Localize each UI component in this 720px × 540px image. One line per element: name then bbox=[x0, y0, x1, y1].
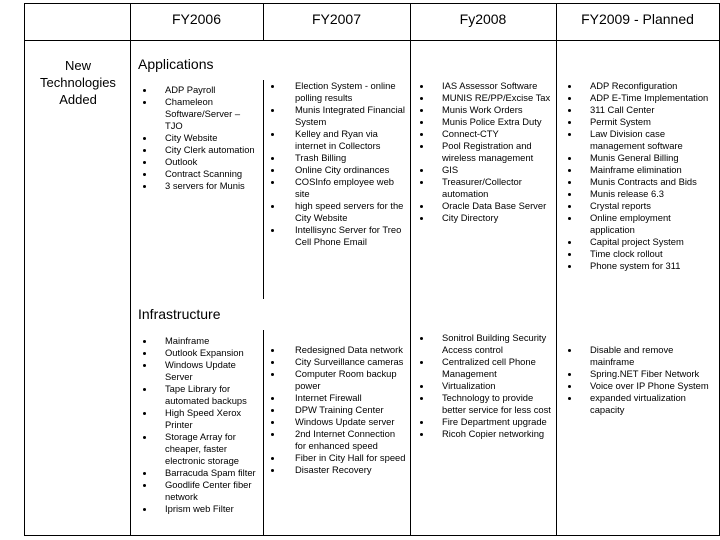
list-item: Oracle Data Base Server bbox=[442, 200, 554, 212]
col-divider-1 bbox=[130, 3, 131, 536]
list-item: City Directory bbox=[442, 212, 554, 224]
list-item: Spring.NET Fiber Network bbox=[590, 368, 717, 380]
list-item: Munis Contracts and Bids bbox=[590, 176, 717, 188]
list-item: Election System - online polling results bbox=[295, 80, 407, 104]
list-item: Barracuda Spam filter bbox=[165, 467, 260, 479]
list-item: Fire Department upgrade bbox=[442, 416, 554, 428]
list-item: Fiber in City Hall for speed bbox=[295, 452, 406, 463]
list-item: Disable and remove mainframe bbox=[590, 344, 717, 368]
list-item: Ricoh Copier networking bbox=[442, 428, 554, 440]
list-item: Windows Update Server bbox=[165, 359, 260, 383]
list-item: expanded virtualization capacity bbox=[590, 392, 717, 416]
list-item: 311 Call Center bbox=[590, 104, 717, 116]
list-item: Permit System bbox=[590, 116, 717, 128]
list-item: Goodlife Center fiber network bbox=[165, 479, 260, 503]
list-item: DPW Training Center bbox=[295, 404, 407, 416]
list-item: IAS Assessor Software bbox=[442, 80, 554, 92]
header-divider bbox=[24, 40, 720, 41]
list-item: ADP E-Time Implementation bbox=[590, 92, 717, 104]
list-item: High Speed Xerox Printer bbox=[165, 407, 260, 431]
list-item: high speed servers for the City Website bbox=[295, 200, 407, 224]
list-item: Redesigned Data network bbox=[295, 344, 407, 356]
list-item: Internet Firewall bbox=[295, 392, 407, 404]
list-item: MUNIS RE/PP/Excise Tax bbox=[442, 92, 554, 104]
table-border-left bbox=[24, 3, 25, 536]
list-item: Pool Registration and wireless management bbox=[442, 140, 554, 164]
list-item: Contract Scanning bbox=[165, 168, 260, 180]
list-item: Outlook bbox=[165, 156, 260, 168]
col-divider-3 bbox=[410, 3, 411, 536]
section-title-infrastructure: Infrastructure bbox=[138, 306, 221, 322]
row-label: New Technologies Added bbox=[40, 58, 116, 107]
list-item: Phone system for 311 bbox=[590, 260, 717, 272]
infrastructure-fy2007-list bbox=[295, 344, 407, 476]
applications-fy2006-list bbox=[165, 84, 260, 192]
list-item: Virtualization bbox=[442, 380, 554, 392]
header-fy2006: FY2006 bbox=[171, 10, 222, 27]
list-item: Law Division case management software bbox=[590, 128, 717, 152]
list-item: Munis Integrated Financial System bbox=[295, 104, 407, 128]
list-item: Windows Update server bbox=[295, 416, 407, 428]
col-divider-4 bbox=[556, 3, 557, 536]
list-item: Online City ordinances bbox=[295, 164, 407, 176]
list-item: City Clerk automation bbox=[165, 144, 260, 156]
list-item: Centralized cell Phone Management bbox=[442, 356, 554, 380]
header-fy2008: Fy2008 bbox=[459, 10, 507, 27]
list-item: Sonitrol Building Security Access control bbox=[442, 332, 554, 356]
list-item: Kelley and Ryan via internet in Collectors bbox=[295, 128, 407, 152]
list-item: City Surveillance cameras bbox=[295, 356, 407, 368]
header-fy2007: FY2007 bbox=[311, 10, 362, 27]
list-item: COSInfo employee web site bbox=[295, 176, 407, 200]
list-item: Munis Work Orders bbox=[442, 104, 554, 116]
list-item: Munis Police Extra Duty bbox=[442, 116, 554, 128]
infrastructure-fy2008-list bbox=[442, 332, 554, 440]
list-item: Munis General Billing bbox=[590, 152, 717, 164]
list-item: ADP Payroll bbox=[165, 84, 260, 96]
list-item: Crystal reports bbox=[590, 200, 717, 212]
list-item: Treasurer/Collector automation bbox=[442, 176, 554, 200]
list-item: Capital project System bbox=[590, 236, 717, 248]
list-item: 2nd Internet Connection for enhanced speed bbox=[295, 428, 407, 452]
list-item: Munis release 6.3 bbox=[590, 188, 717, 200]
list-item: Online employment application bbox=[590, 212, 717, 236]
list-item: Storage Array for cheaper, faster electronic storage bbox=[165, 431, 260, 467]
list-item: Trash Billing bbox=[295, 152, 407, 164]
infrastructure-fy2006-list bbox=[165, 335, 260, 515]
list-item: Mainframe elimination bbox=[590, 164, 717, 176]
list-item: 3 servers for Munis bbox=[165, 180, 260, 192]
list-item: Technology to provide better service for less cost bbox=[442, 392, 554, 416]
list-item: Tape Library for automated backups bbox=[165, 383, 260, 407]
applications-fy2009-list bbox=[590, 80, 717, 272]
infrastructure-fy2009-list bbox=[590, 344, 717, 416]
list-item: Voice over IP Phone System bbox=[590, 380, 717, 392]
list-item: Chameleon Software/Server – TJO bbox=[165, 96, 260, 132]
list-item: City Website bbox=[165, 132, 260, 144]
applications-fy2008-list bbox=[442, 80, 554, 224]
list-item: Disaster Recovery bbox=[295, 464, 407, 476]
col-divider-2-apps bbox=[263, 80, 264, 299]
list-item: Mainframe bbox=[165, 335, 260, 347]
list-item: ADP Reconfiguration bbox=[590, 80, 717, 92]
applications-fy2007-list bbox=[295, 80, 407, 248]
list-item: Computer Room backup power bbox=[295, 368, 407, 392]
list-item: Time clock rollout bbox=[590, 248, 717, 260]
header-fy2009: FY2009 - Planned bbox=[581, 10, 694, 27]
col-divider-2-infra bbox=[263, 330, 264, 535]
list-item: Intellisync Server for Treo Cell Phone Email bbox=[295, 224, 407, 248]
section-title-applications: Applications bbox=[138, 56, 214, 72]
table-border-bottom bbox=[24, 535, 720, 536]
list-item: Connect-CTY bbox=[442, 128, 554, 140]
list-item: GIS bbox=[442, 164, 554, 176]
list-item: Iprism web Filter bbox=[165, 503, 260, 515]
list-item: Outlook Expansion bbox=[165, 347, 260, 359]
